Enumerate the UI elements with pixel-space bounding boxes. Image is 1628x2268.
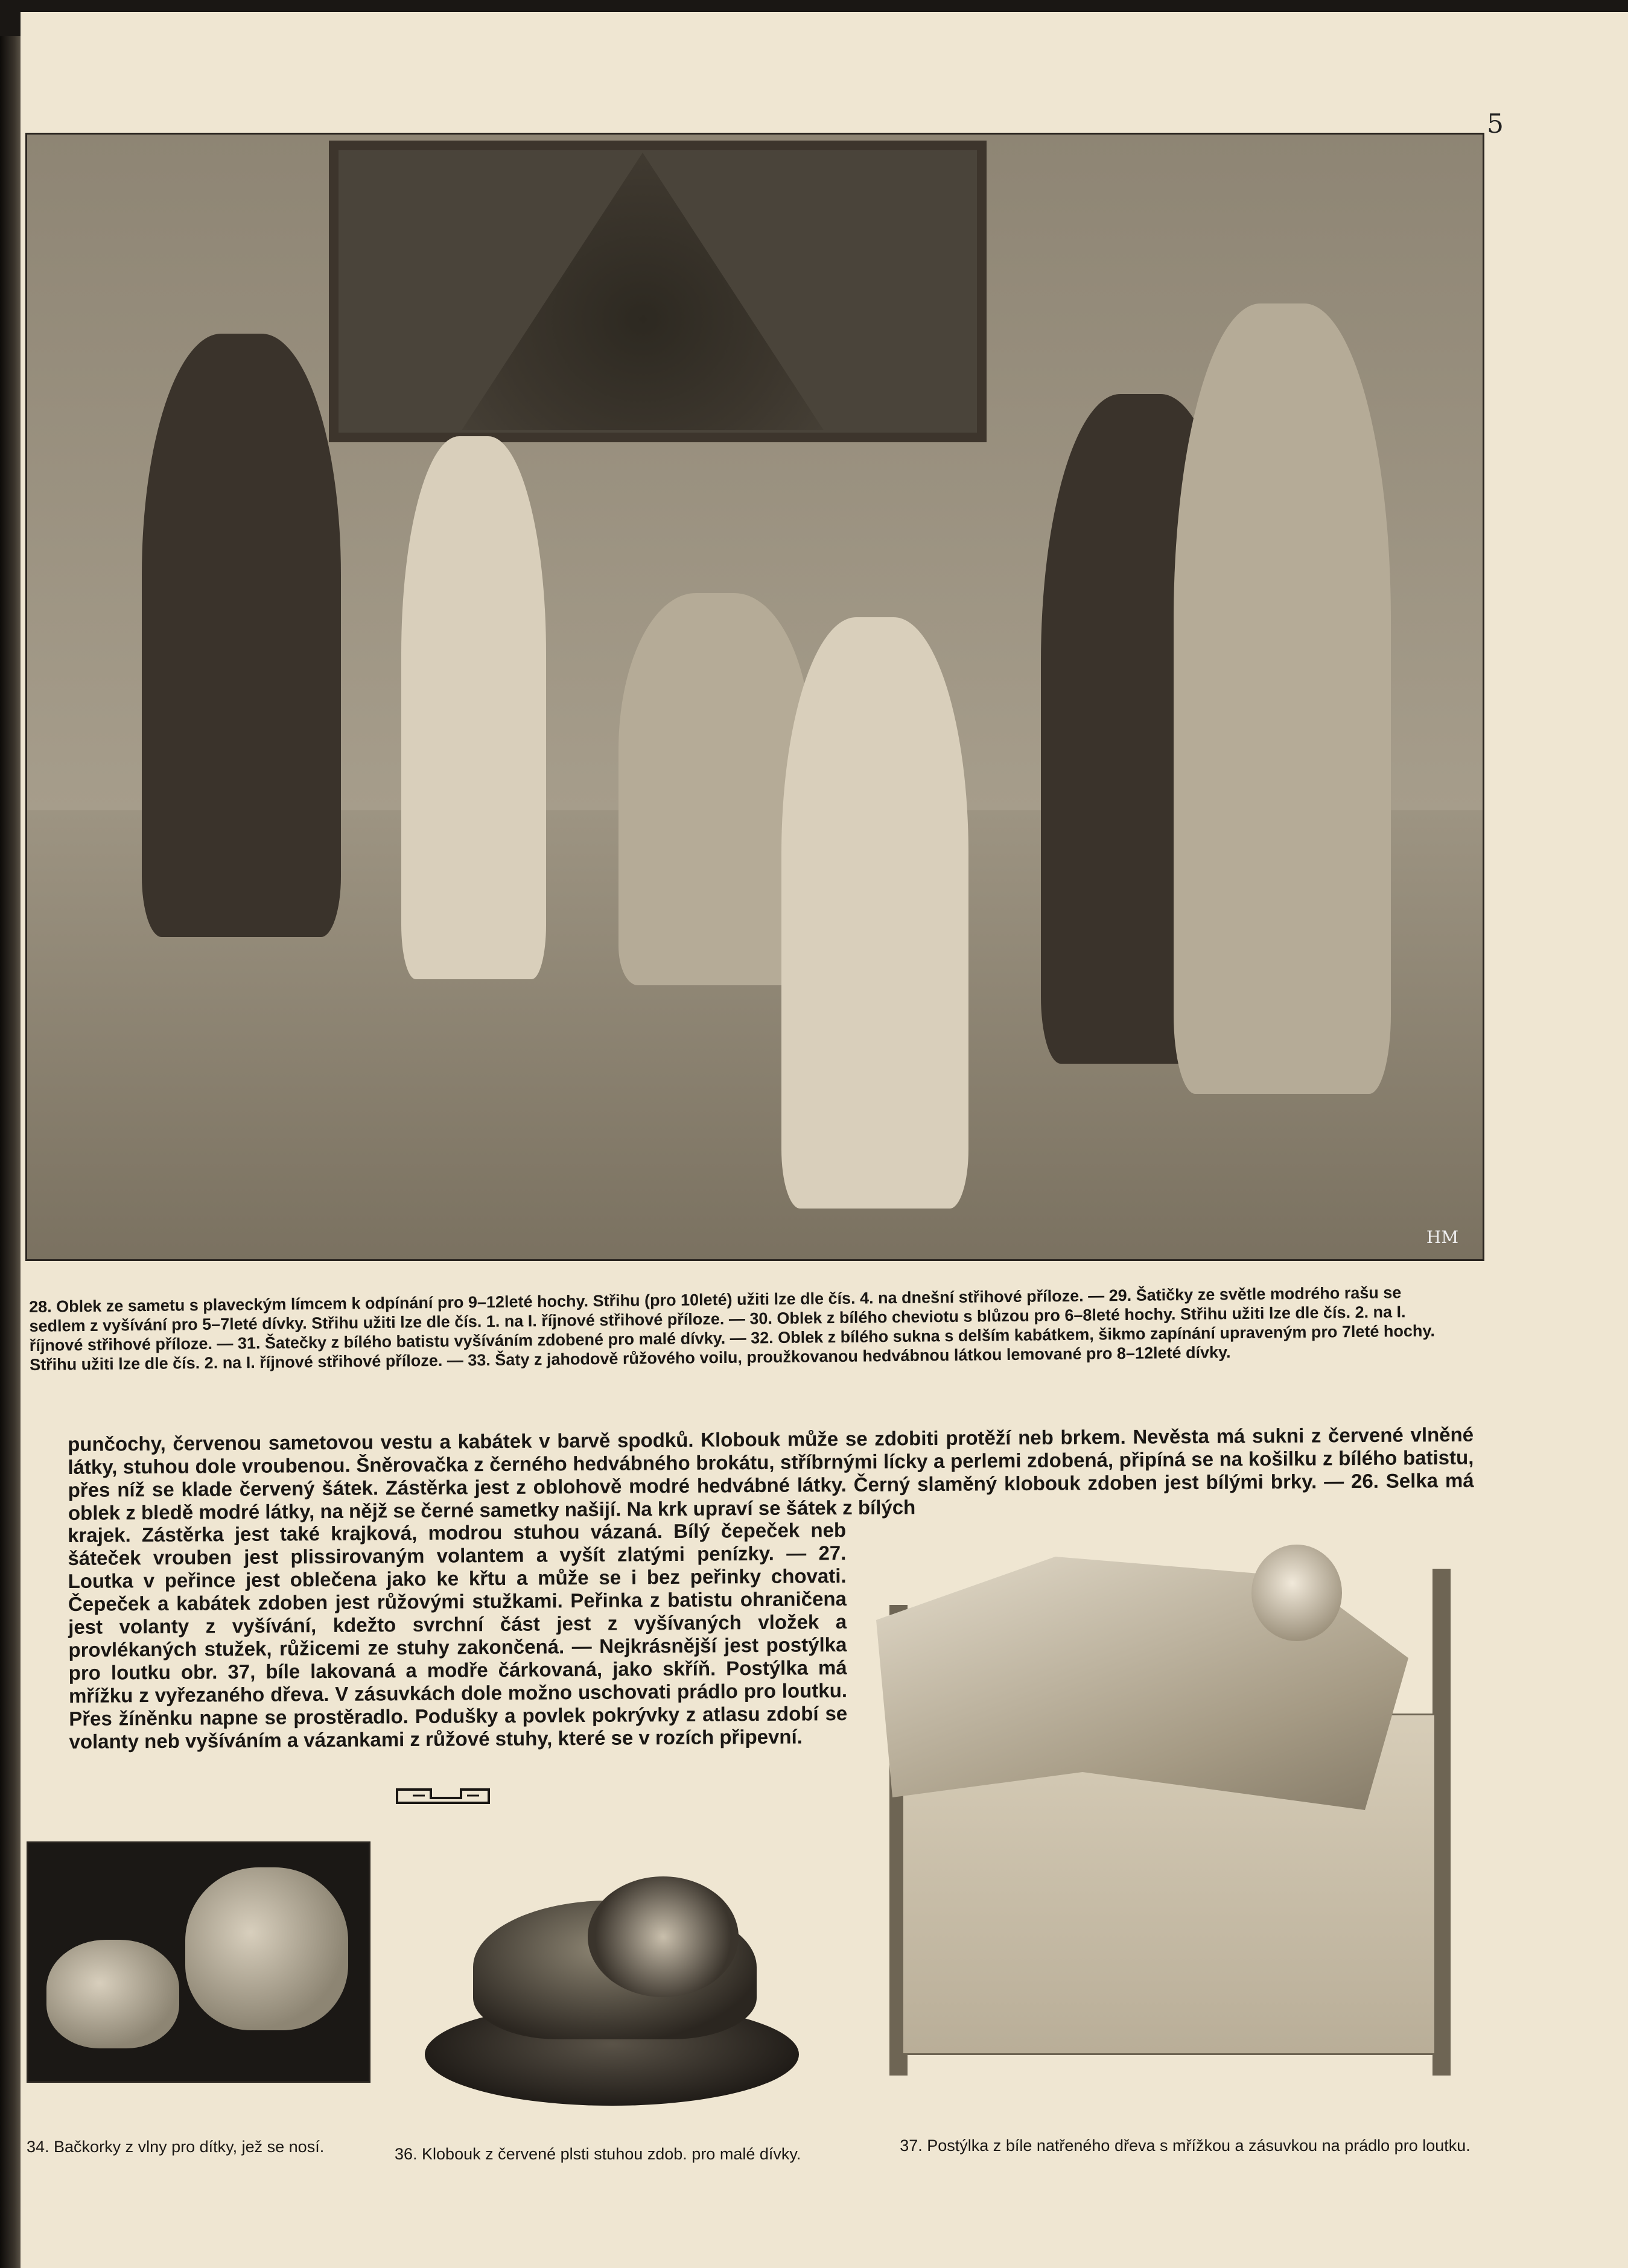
main-illustration (25, 133, 1484, 1261)
hat-illustration (407, 1852, 817, 2118)
illustration-hat-rosette (588, 1876, 739, 1997)
slippers-illustration (27, 1841, 370, 2083)
body-paragraph-top: punčochy, červenou sametovou vestu a kabátek v barvě spodků. Klobouk může se zdobiti protěží neb brkem. Nevěsta má sukni z červené vlněné látky, stuhou dole vroubenou. Šněrovačka z černého hedvábného brokátu, stříbrnými lícky a perlemi zdobená, připíná se na košilku z bílého batistu, přes níž se klade červený šátek. Zástěrka jest z oblohově modré hedvábné látky. Černý slaměný klobouk zdoben jest bílými brky. — 26. Selka má oblek z bledě modré látky, na nějž se černé sametky našijí. Na krk upraví se šátek z bílých (68, 1423, 1474, 1524)
illustration-small-girl (781, 617, 968, 1209)
hat-caption: 36. Klobouk z červené plsti stuhou zdob. pro malé dívky. (395, 2145, 801, 2163)
cradle-caption: 37. Postýlka z bíle natřeného dřeva s mřížkou a zásuvkou na prádlo pro loutku. (900, 2136, 1471, 2155)
illustration-doll-head (1251, 1545, 1342, 1641)
cradle-illustration (865, 1533, 1475, 2076)
ornament-divider-icon (395, 1785, 491, 1806)
body-paragraph-left: krajek. Zástěrka jest také krajková, modrou stuhou vázaná. Bílý čepeček neb šáteček vrouben jest plissirovaným volantem a vyšít zlatými penízky. — 27. Loutka v peřince jest oblečena jako ke křtu a může se i bez peřinky chovati. Čepeček a kabátek zdoben jest růžovými stužkami. Peřinka z batistu ohraničena jest volanty z vyšívání, kdežto svrchní část jest z vyšívaných vložek a provlékaných stužek, růžicemi ze stuhy zakončená. — Nejkrásnější jest postýlka pro loutku obr. 37, bíle lakovaná a modře čárkovaná, jako skříň. Postýlka má mřížku z vyřezaného dřeva. V zásuvkách dole možno uschovati prádlo pro loutku. Přes žíněnku napne se prostěradlo. Podušky a povlek pokrývky z atlasu zdobí se volanty neb vyšíváním a vázankami z růžové stuhy, které se v rozích připevní. (68, 1518, 848, 1753)
slippers-caption: 34. Bačkorky z vlny pro dítky, jež se nosí. (27, 2138, 325, 2156)
magazine-page (21, 12, 1628, 2268)
illustration-tall-girl (1174, 303, 1391, 1094)
illustration-slipper-small (46, 1940, 179, 2048)
illustration-boy-sailor-suit (142, 334, 341, 937)
main-illustration-caption: 28. Oblek ze sametu s plaveckým límcem k odpínání pro 9–12leté hochy. Střihu (pro 10leté) užiti lze dle čís. 4. na dnešní střihové příloze. — 29. Šatičky ze světle modrého rašu se sedlem z vyšívání pro 5–7leté dívky. Střihu užiti lze dle čís. 1. na I. říjnové střihové příloze. — 30. Oblek z bílého cheviotu s blůzou pro 6–8leté hochy. Střihu užiti lze dle čís. 2. na I. říjnové střihové příloze. — 31. Šatečky z bílého batistu vyšíváním zdobené pro malé dívky. — 32. Oblek z bílého sukna s delším kabátkem, šikmo zapínání upraveným pro 7leté hochy. Střihu užiti lze dle čís. 2. na I. říjnové střihové příloze. — 33. Šaty z jahodově růžového voilu, proužkovanou hedvábnou látkou lemované pro 8–12leté dívky. (29, 1283, 1436, 1374)
illustration-slipper-large (185, 1867, 348, 2030)
artist-monogram: HM (1426, 1227, 1458, 1247)
illustration-girl-white-dress (401, 436, 546, 979)
page-number: 5 (1487, 109, 1504, 139)
book-spine (0, 36, 21, 2268)
